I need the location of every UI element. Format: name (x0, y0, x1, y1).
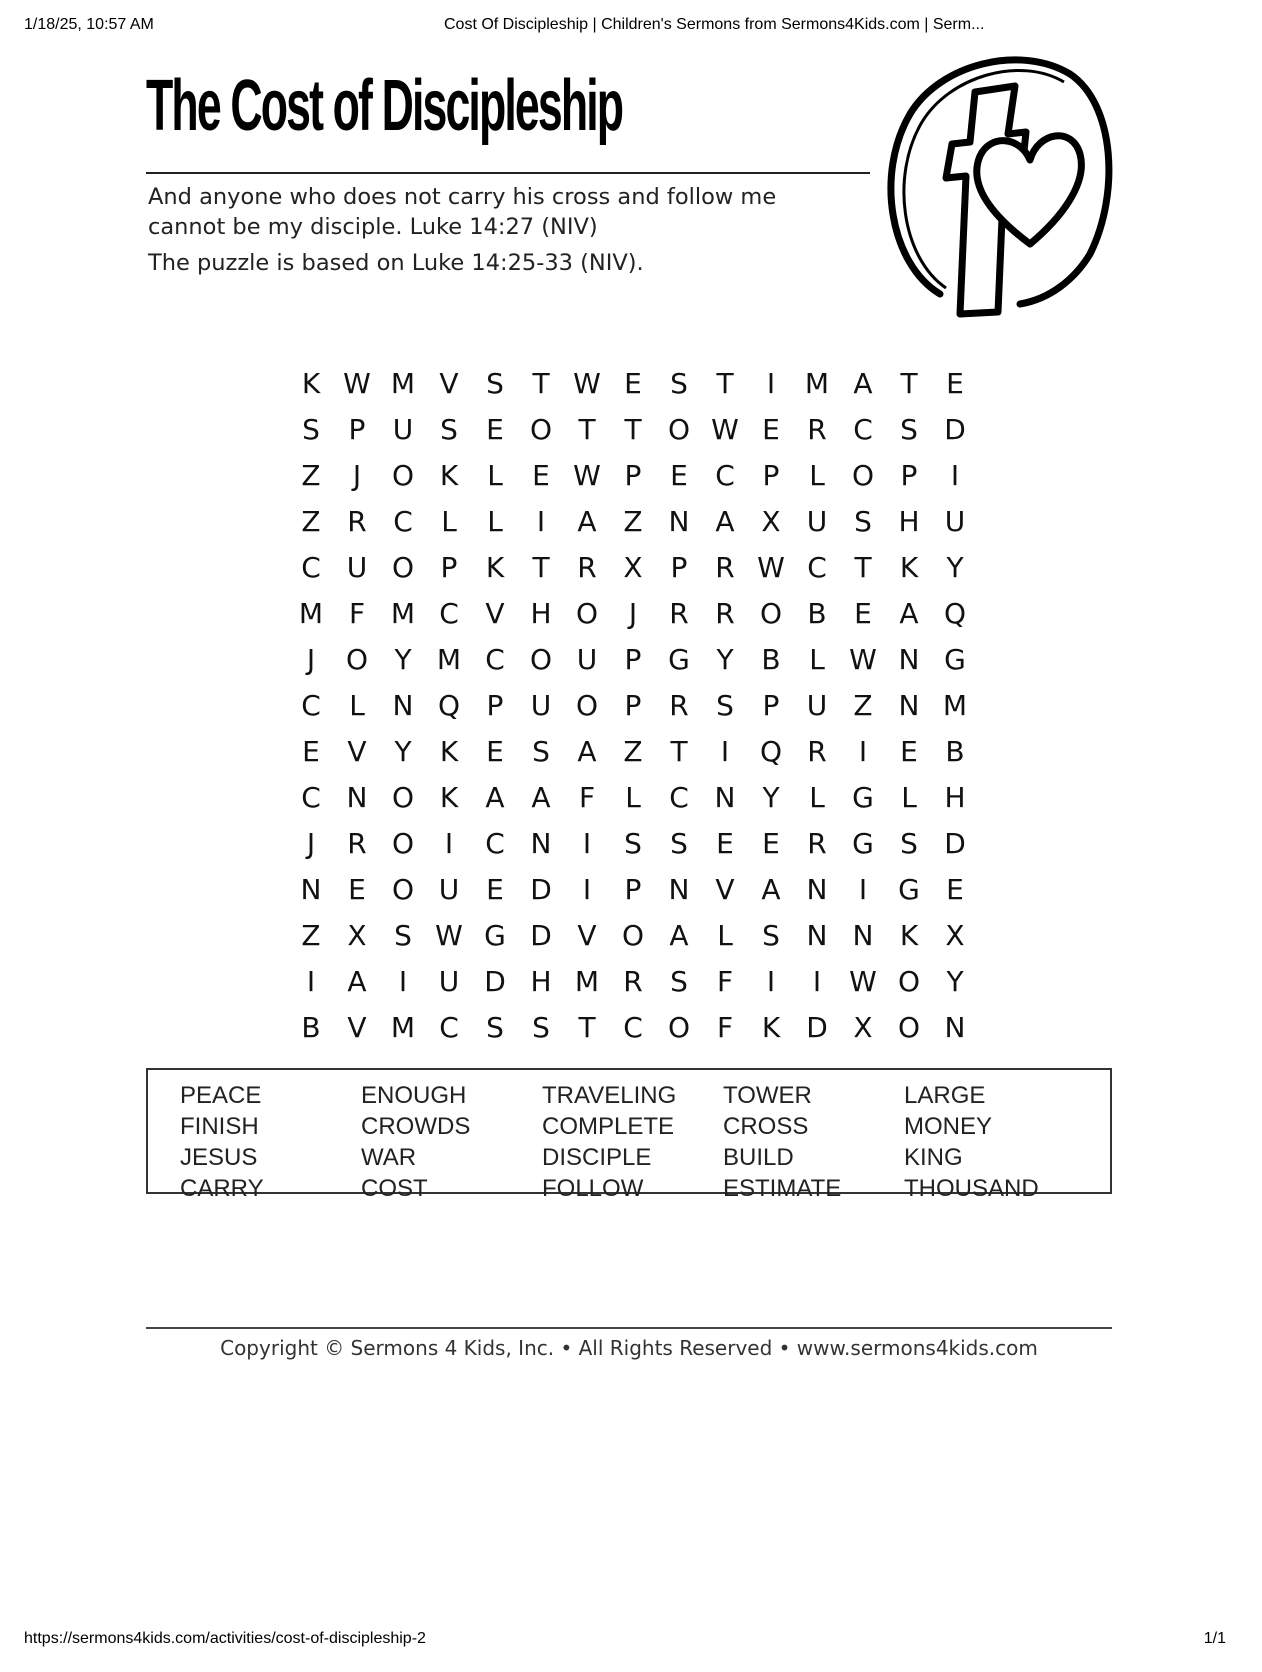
word-bank-word: ENOUGH (361, 1082, 467, 1109)
grid-letter: Y (394, 734, 412, 768)
grid-letter: L (809, 642, 825, 676)
grid-letter: U (576, 642, 598, 676)
grid-letter: G (852, 826, 874, 860)
grid-row (288, 866, 978, 912)
grid-letter: Y (762, 780, 780, 814)
grid-letter: D (806, 1010, 828, 1044)
grid-letter: W (343, 366, 371, 400)
grid-letter: I (536, 504, 546, 538)
grid-letter: E (854, 596, 872, 630)
grid-letter: M (298, 596, 324, 630)
grid-letter: K (439, 458, 459, 492)
grid-letter: V (715, 872, 735, 906)
grid-letter: R (807, 412, 827, 446)
grid-letter: E (486, 412, 504, 446)
grid-letter: I (720, 734, 730, 768)
grid-letter: O (391, 458, 415, 492)
grid-letter: H (898, 504, 920, 538)
grid-letter: R (669, 596, 689, 630)
grid-letter: R (623, 964, 643, 998)
grid-letter: N (392, 688, 414, 722)
grid-letter: A (853, 366, 873, 400)
word-bank-column (180, 1080, 264, 1204)
grid-letter: N (852, 918, 874, 952)
grid-letter: F (716, 1010, 734, 1044)
print-footer (24, 1630, 1238, 1652)
word-bank-word: LARGE (904, 1082, 986, 1109)
print-url: https://sermons4kids.com/activities/cost-of-discipleship-2 (24, 1630, 426, 1647)
grid-letter: A (485, 780, 505, 814)
grid-row (288, 1004, 978, 1050)
word-bank-word: WAR (361, 1144, 417, 1171)
grid-letter: S (394, 918, 412, 952)
grid-letter: G (852, 780, 874, 814)
grid-letter: U (806, 688, 828, 722)
grid-row (288, 544, 978, 590)
grid-letter: E (946, 872, 964, 906)
grid-letter: L (809, 780, 825, 814)
grid-letter: Y (716, 642, 734, 676)
grid-letter: R (669, 688, 689, 722)
grid-letter: O (897, 1010, 921, 1044)
grid-letter: C (439, 1010, 459, 1044)
grid-letter: O (391, 872, 415, 906)
word-bank-column (904, 1080, 1039, 1204)
grid-letter: K (761, 1010, 781, 1044)
grid-letter: L (487, 504, 503, 538)
grid-letter: F (716, 964, 734, 998)
word-bank-word: ESTIMATE (723, 1175, 842, 1202)
grid-letter: S (532, 1010, 550, 1044)
word-bank-word: JESUS (180, 1144, 258, 1171)
grid-letter: G (484, 918, 506, 952)
grid-letter: P (624, 642, 642, 676)
grid-letter: O (621, 918, 645, 952)
grid-letter: S (900, 412, 918, 446)
grid-letter: Y (946, 964, 964, 998)
grid-row (288, 498, 978, 544)
grid-letter: Z (301, 458, 321, 492)
grid-letter: W (711, 412, 739, 446)
grid-row (288, 682, 978, 728)
grid-letter: E (624, 366, 642, 400)
grid-letter: N (530, 826, 552, 860)
grid-letter: M (804, 366, 830, 400)
grid-letter: Z (623, 504, 643, 538)
word-bank-column (361, 1080, 470, 1204)
grid-letter: P (624, 872, 642, 906)
word-bank-word: DISCIPLE (542, 1144, 652, 1171)
grid-letter: O (851, 458, 875, 492)
grid-letter: I (306, 964, 316, 998)
grid-letter: R (347, 504, 367, 538)
word-bank-word: CROWDS (361, 1113, 471, 1140)
grid-letter: M (390, 596, 416, 630)
grid-letter: D (530, 872, 552, 906)
grid-letter: E (762, 826, 780, 860)
print-page-number: 1/1 (1203, 1630, 1226, 1647)
grid-letter: G (898, 872, 920, 906)
grid-letter: P (624, 458, 642, 492)
word-bank-word: CARRY (180, 1175, 264, 1202)
grid-letter: T (624, 412, 642, 446)
grid-letter: A (347, 964, 367, 998)
grid-letter: I (444, 826, 454, 860)
grid-letter: S (670, 366, 688, 400)
grid-letter: K (899, 918, 919, 952)
grid-letter: M (574, 964, 600, 998)
grid-letter: M (390, 1010, 416, 1044)
grid-letter: O (529, 412, 553, 446)
grid-letter: C (485, 642, 505, 676)
word-bank-word: TRAVELING (542, 1082, 677, 1109)
grid-letter: I (858, 872, 868, 906)
grid-letter: E (762, 412, 780, 446)
grid-letter: S (900, 826, 918, 860)
grid-letter: U (806, 504, 828, 538)
grid-letter: A (761, 872, 781, 906)
grid-letter: V (577, 918, 597, 952)
grid-letter: S (670, 964, 688, 998)
print-timestamp: 1/18/25, 10:57 AM (24, 16, 154, 33)
grid-letter: H (530, 964, 552, 998)
word-bank-word: PEACE (180, 1082, 262, 1109)
grid-letter: C (393, 504, 413, 538)
grid-row (288, 452, 978, 498)
grid-letter: Z (301, 918, 321, 952)
grid-letter: W (849, 964, 877, 998)
grid-letter: Y (394, 642, 412, 676)
grid-letter: N (668, 872, 690, 906)
word-bank-word: MONEY (904, 1113, 993, 1140)
print-page-title: Cost Of Discipleship | Children's Sermons from Sermons4Kids.com | Serm... (444, 16, 985, 33)
grid-letter: A (577, 734, 597, 768)
grid-letter: S (532, 734, 550, 768)
word-bank-word: BUILD (723, 1144, 794, 1171)
grid-letter: P (900, 458, 918, 492)
grid-letter: I (812, 964, 822, 998)
grid-letter: B (945, 734, 965, 768)
grid-letter: L (349, 688, 365, 722)
grid-letter: H (530, 596, 552, 630)
grid-letter: S (486, 366, 504, 400)
grid-letter: I (582, 826, 592, 860)
grid-letter: M (942, 688, 968, 722)
grid-letter: L (901, 780, 917, 814)
grid-letter: O (529, 642, 553, 676)
grid-letter: M (436, 642, 462, 676)
grid-letter: W (573, 458, 601, 492)
grid-letter: O (345, 642, 369, 676)
print-header (24, 16, 1238, 40)
grid-letter: V (485, 596, 505, 630)
verse-line-1: And anyone who does not carry his cross and follow me (148, 184, 777, 210)
grid-letter: Z (301, 504, 321, 538)
grid-row (288, 958, 978, 1004)
grid-letter: O (667, 412, 691, 446)
word-bank-word: KING (904, 1144, 963, 1171)
grid-letter: N (714, 780, 736, 814)
grid-letter: O (391, 826, 415, 860)
grid-letter: B (761, 642, 781, 676)
copyright-notice: Copyright © Sermons 4 Kids, Inc. • All Rights Reserved • www.sermons4kids.com (220, 1336, 1038, 1360)
grid-letter: J (306, 642, 316, 676)
grid-letter: C (853, 412, 873, 446)
grid-letter: N (944, 1010, 966, 1044)
grid-letter: L (717, 918, 733, 952)
grid-letter: C (715, 458, 735, 492)
grid-letter: D (484, 964, 506, 998)
word-search-grid (288, 360, 978, 1050)
grid-letter: C (301, 688, 321, 722)
grid-letter: L (625, 780, 641, 814)
worksheet-title: The Cost of Discipleship (146, 66, 623, 146)
grid-letter: N (668, 504, 690, 538)
grid-letter: A (669, 918, 689, 952)
grid-letter: O (391, 780, 415, 814)
grid-letter: W (435, 918, 463, 952)
grid-letter: W (849, 642, 877, 676)
grid-letter: W (757, 550, 785, 584)
grid-letter: L (441, 504, 457, 538)
grid-letter: E (670, 458, 688, 492)
grid-letter: C (669, 780, 689, 814)
grid-letter: O (897, 964, 921, 998)
grid-letter: U (346, 550, 368, 584)
grid-letter: X (347, 918, 367, 952)
grid-letter: N (806, 918, 828, 952)
grid-letter: K (899, 550, 919, 584)
grid-letter: P (486, 688, 504, 722)
grid-letter: T (578, 412, 596, 446)
grid-row (288, 590, 978, 636)
grid-letter: F (578, 780, 596, 814)
grid-letter: E (900, 734, 918, 768)
grid-letter: T (900, 366, 918, 400)
grid-letter: B (807, 596, 827, 630)
grid-letter: O (575, 596, 599, 630)
verse-text (148, 182, 868, 242)
grid-letter: L (809, 458, 825, 492)
grid-letter: S (670, 826, 688, 860)
grid-letter: R (807, 734, 827, 768)
grid-letter: Z (853, 688, 873, 722)
grid-letter: K (485, 550, 505, 584)
grid-letter: S (762, 918, 780, 952)
grid-letter: R (807, 826, 827, 860)
grid-letter: S (854, 504, 872, 538)
grid-letter: E (486, 872, 504, 906)
grid-letter: N (346, 780, 368, 814)
word-bank-word: COMPLETE (542, 1113, 675, 1140)
grid-letter: Q (943, 596, 967, 630)
grid-letter: D (530, 918, 552, 952)
grid-letter: K (439, 780, 459, 814)
grid-letter: S (440, 412, 458, 446)
grid-letter: U (438, 872, 460, 906)
grid-letter: E (302, 734, 320, 768)
cross-heart-logo-icon (880, 44, 1120, 334)
word-bank-column (723, 1080, 841, 1204)
grid-letter: E (486, 734, 504, 768)
grid-letter: S (716, 688, 734, 722)
grid-letter: A (577, 504, 597, 538)
footer-divider (146, 1327, 1112, 1329)
grid-letter: H (944, 780, 966, 814)
grid-row (288, 820, 978, 866)
grid-letter: X (623, 550, 643, 584)
grid-letter: J (352, 458, 362, 492)
grid-letter: U (438, 964, 460, 998)
grid-letter: P (348, 412, 366, 446)
word-bank-word: FINISH (180, 1113, 259, 1140)
grid-row (288, 774, 978, 820)
grid-letter: T (716, 366, 734, 400)
title-divider (146, 172, 870, 174)
grid-letter: T (670, 734, 688, 768)
grid-letter: R (715, 550, 735, 584)
grid-letter: I (582, 872, 592, 906)
word-bank-word: COST (361, 1175, 428, 1202)
grid-letter: C (807, 550, 827, 584)
grid-letter: R (715, 596, 735, 630)
grid-letter: C (301, 780, 321, 814)
grid-letter: C (623, 1010, 643, 1044)
grid-letter: V (347, 734, 367, 768)
grid-letter: Z (623, 734, 643, 768)
grid-letter: S (624, 826, 642, 860)
grid-letter: X (945, 918, 965, 952)
grid-letter: A (715, 504, 735, 538)
grid-letter: S (486, 1010, 504, 1044)
grid-letter: W (573, 366, 601, 400)
grid-letter: C (439, 596, 459, 630)
grid-row (288, 360, 978, 406)
puzzle-source: The puzzle is based on Luke 14:25-33 (NIV). (148, 250, 644, 276)
grid-letter: D (944, 412, 966, 446)
grid-letter: E (348, 872, 366, 906)
grid-letter: G (668, 642, 690, 676)
grid-letter: I (858, 734, 868, 768)
grid-letter: O (391, 550, 415, 584)
grid-letter: I (766, 964, 776, 998)
grid-letter: O (759, 596, 783, 630)
grid-letter: D (944, 826, 966, 860)
grid-row (288, 636, 978, 682)
grid-letter: P (762, 458, 780, 492)
grid-letter: J (628, 596, 638, 630)
grid-letter: C (301, 550, 321, 584)
grid-letter: C (485, 826, 505, 860)
grid-letter: N (898, 688, 920, 722)
grid-letter: Q (437, 688, 461, 722)
grid-letter: P (440, 550, 458, 584)
grid-letter: I (950, 458, 960, 492)
grid-letter: N (300, 872, 322, 906)
grid-letter: F (348, 596, 366, 630)
grid-letter: P (670, 550, 688, 584)
grid-letter: E (716, 826, 734, 860)
grid-letter: I (398, 964, 408, 998)
verse-line-2: cannot be my disciple. Luke 14:27 (NIV) (148, 214, 598, 240)
grid-letter: V (439, 366, 459, 400)
grid-letter: G (944, 642, 966, 676)
word-bank-word: THOUSAND (904, 1175, 1039, 1202)
grid-letter: X (761, 504, 781, 538)
grid-letter: R (577, 550, 597, 584)
grid-letter: P (762, 688, 780, 722)
grid-letter: N (898, 642, 920, 676)
grid-letter: X (853, 1010, 873, 1044)
grid-letter: A (531, 780, 551, 814)
word-bank-column (542, 1080, 676, 1204)
grid-letter: S (302, 412, 320, 446)
grid-letter: N (806, 872, 828, 906)
grid-letter: U (944, 504, 966, 538)
grid-letter: T (854, 550, 872, 584)
grid-row (288, 728, 978, 774)
grid-letter: P (624, 688, 642, 722)
grid-letter: B (301, 1010, 321, 1044)
grid-letter: V (347, 1010, 367, 1044)
grid-letter: O (575, 688, 599, 722)
grid-letter: L (487, 458, 503, 492)
grid-letter: M (390, 366, 416, 400)
grid-letter: R (347, 826, 367, 860)
grid-letter: T (578, 1010, 596, 1044)
grid-letter: J (306, 826, 316, 860)
grid-letter: I (766, 366, 776, 400)
grid-letter: K (301, 366, 321, 400)
word-bank-word: TOWER (723, 1082, 812, 1109)
grid-letter: U (392, 412, 414, 446)
grid-letter: O (667, 1010, 691, 1044)
grid-letter: U (530, 688, 552, 722)
word-bank-word: FOLLOW (542, 1175, 644, 1202)
word-bank (146, 1068, 1112, 1202)
grid-letter: E (532, 458, 550, 492)
grid-letter: E (946, 366, 964, 400)
grid-letter: T (532, 366, 550, 400)
grid-letter: Q (759, 734, 783, 768)
grid-row (288, 406, 978, 452)
word-bank-word: CROSS (723, 1113, 809, 1140)
grid-letter: T (532, 550, 550, 584)
grid-letter: K (439, 734, 459, 768)
grid-letter: Y (946, 550, 964, 584)
grid-row (288, 912, 978, 958)
grid-letter: A (899, 596, 919, 630)
